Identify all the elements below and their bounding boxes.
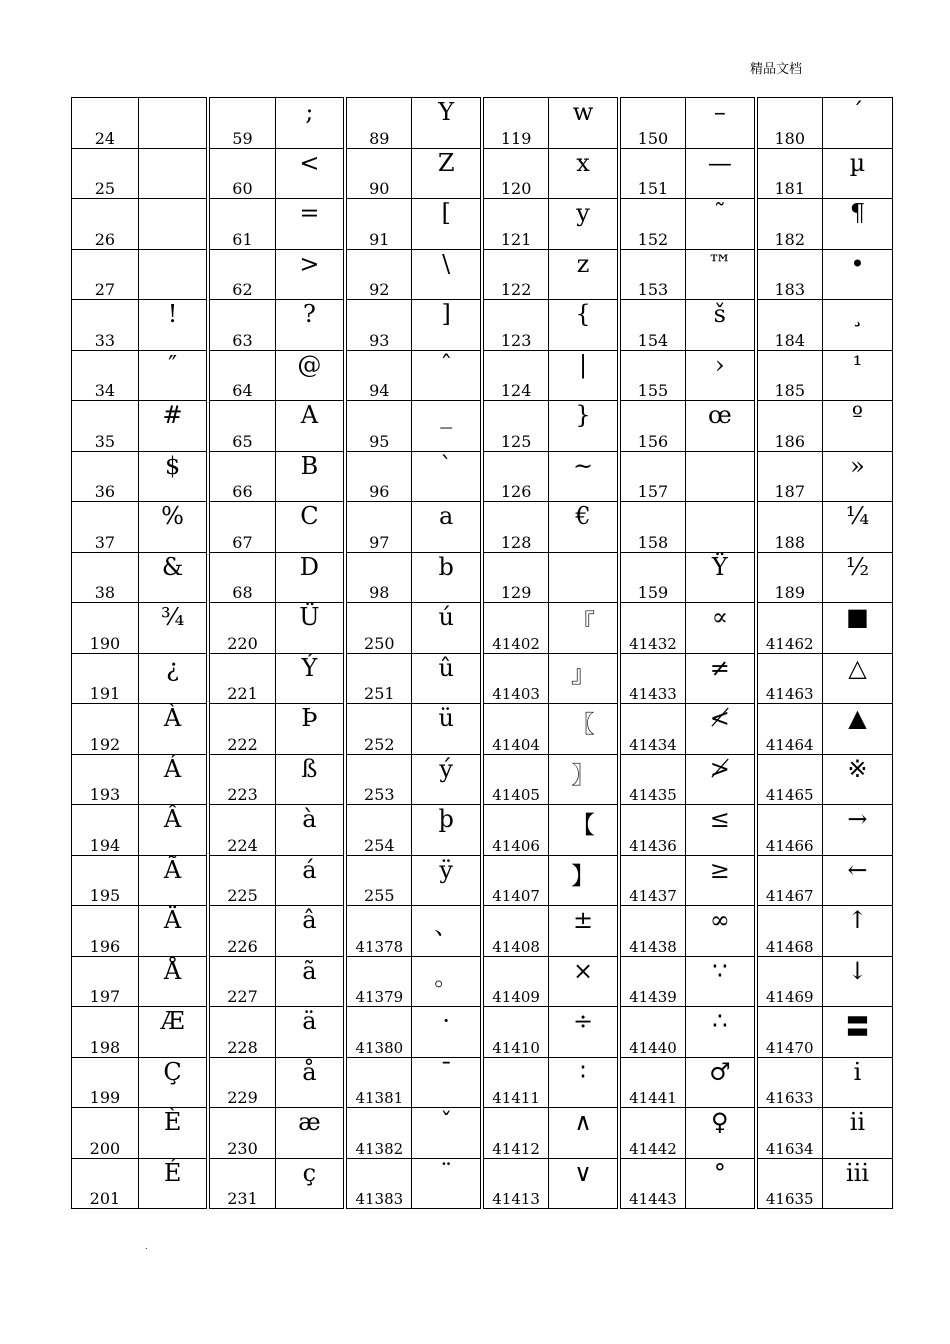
char-glyph-cell: Å [138, 956, 208, 1007]
char-glyph-cell: ∶ [549, 1057, 619, 1108]
char-glyph-cell: ↓ [822, 956, 892, 1007]
char-glyph-cell: ∝ [686, 603, 756, 654]
char-code-cell: 92 [345, 249, 412, 300]
char-code-cell: 228 [208, 1007, 275, 1058]
char-code-cell: 41381 [345, 1057, 412, 1108]
char-glyph-cell: ⅱ [822, 1108, 892, 1159]
char-code-cell: 36 [72, 451, 139, 502]
char-code-cell: 180 [756, 98, 823, 149]
char-code-cell: 123 [482, 300, 549, 351]
table-row [72, 148, 893, 199]
char-glyph-cell: ° [686, 1158, 756, 1209]
char-glyph-cell: > [275, 249, 345, 300]
char-code-cell: 34 [72, 350, 139, 401]
char-code-cell: 41443 [619, 1158, 686, 1209]
char-code-cell: 184 [756, 300, 823, 351]
char-code-cell: 124 [482, 350, 549, 401]
char-glyph-cell: 』 [549, 653, 619, 704]
char-glyph-cell: & [138, 552, 208, 603]
table-row [72, 552, 893, 603]
char-code-cell: 150 [619, 98, 686, 149]
char-glyph-cell: ″ [138, 350, 208, 401]
char-code-cell: 41412 [482, 1108, 549, 1159]
char-code-cell: 64 [208, 350, 275, 401]
char-code-cell: 38 [72, 552, 139, 603]
char-code-cell: 41406 [482, 805, 549, 856]
char-glyph-cell: ∧ [549, 1108, 619, 1159]
table-row [72, 1108, 893, 1159]
char-glyph-cell: → [822, 805, 892, 856]
char-glyph-cell: µ [822, 148, 892, 199]
char-glyph-cell: # [138, 401, 208, 452]
char-glyph-cell: 】 [549, 855, 619, 906]
char-glyph-cell: Â [138, 805, 208, 856]
char-glyph-cell: ˆ [412, 350, 482, 401]
char-glyph-cell: ˇ [412, 1108, 482, 1159]
char-glyph-cell: = [275, 199, 345, 250]
char-glyph-cell [138, 249, 208, 300]
char-code-cell: 41437 [619, 855, 686, 906]
char-glyph-cell: þ [412, 805, 482, 856]
char-code-cell: 181 [756, 148, 823, 199]
char-code-cell: 25 [72, 148, 139, 199]
char-code-cell: 41436 [619, 805, 686, 856]
table-row [72, 199, 893, 250]
char-glyph-cell [138, 148, 208, 199]
char-code-cell: 65 [208, 401, 275, 452]
char-glyph-cell: Ã [138, 855, 208, 906]
char-glyph-cell: á [275, 855, 345, 906]
char-glyph-cell: ∨ [549, 1158, 619, 1209]
char-code-cell: 94 [345, 350, 412, 401]
char-glyph-cell: @ [275, 350, 345, 401]
char-glyph-cell [686, 502, 756, 553]
char-glyph-cell: ™ [686, 249, 756, 300]
char-code-cell: 199 [72, 1057, 139, 1108]
table-row [72, 350, 893, 401]
char-glyph-cell: Æ [138, 1007, 208, 1058]
char-glyph-cell: à [275, 805, 345, 856]
char-code-cell: 93 [345, 300, 412, 351]
char-code-cell: 66 [208, 451, 275, 502]
char-code-cell: 96 [345, 451, 412, 502]
char-code-cell: 41438 [619, 906, 686, 957]
char-glyph-cell: ß [275, 754, 345, 805]
char-code-cell: 255 [345, 855, 412, 906]
char-code-cell: 59 [208, 98, 275, 149]
char-code-cell: 41432 [619, 603, 686, 654]
char-glyph-cell: ú [412, 603, 482, 654]
char-glyph-cell: ■ [822, 603, 892, 654]
char-code-cell: 153 [619, 249, 686, 300]
char-glyph-cell: æ [275, 1108, 345, 1159]
char-code-cell: 41441 [619, 1057, 686, 1108]
char-glyph-cell: B [275, 451, 345, 502]
char-glyph-cell: ¹ [822, 350, 892, 401]
char-code-cell: 121 [482, 199, 549, 250]
char-code-cell: 189 [756, 552, 823, 603]
char-glyph-cell: Ä [138, 906, 208, 957]
char-glyph-cell: ½ [822, 552, 892, 603]
table-row [72, 603, 893, 654]
char-glyph-cell: ∞ [686, 906, 756, 957]
char-code-cell: 223 [208, 754, 275, 805]
char-code-cell: 229 [208, 1057, 275, 1108]
char-code-cell: 119 [482, 98, 549, 149]
char-code-cell: 67 [208, 502, 275, 553]
char-code-cell: 41466 [756, 805, 823, 856]
character-code-table [71, 97, 893, 1209]
table-row [72, 754, 893, 805]
char-code-cell: 151 [619, 148, 686, 199]
table-row [72, 249, 893, 300]
char-glyph-cell: ç [275, 1158, 345, 1209]
char-glyph-cell: º [822, 401, 892, 452]
char-code-cell: 41410 [482, 1007, 549, 1058]
char-code-cell: 227 [208, 956, 275, 1007]
char-code-cell: 128 [482, 502, 549, 553]
char-code-cell: 221 [208, 653, 275, 704]
char-code-cell: 24 [72, 98, 139, 149]
char-glyph-cell: ♀ [686, 1108, 756, 1159]
char-code-cell: 41470 [756, 1007, 823, 1058]
char-glyph-cell: û [412, 653, 482, 704]
char-glyph-cell: { [549, 300, 619, 351]
char-code-cell: 231 [208, 1158, 275, 1209]
table-row [72, 1007, 893, 1058]
char-glyph-cell: ← [822, 855, 892, 906]
char-glyph-cell: ※ [822, 754, 892, 805]
char-glyph-cell: 『 [549, 603, 619, 654]
table-row [72, 502, 893, 553]
char-code-cell: 154 [619, 300, 686, 351]
char-code-cell: 26 [72, 199, 139, 250]
char-glyph-cell: Z [412, 148, 482, 199]
char-glyph-cell: — [686, 148, 756, 199]
char-glyph-cell: ¸ [822, 300, 892, 351]
char-code-cell: 63 [208, 300, 275, 351]
char-glyph-cell: ; [275, 98, 345, 149]
char-glyph-cell: 【 [549, 805, 619, 856]
char-code-cell: 41409 [482, 956, 549, 1007]
table-row [72, 401, 893, 452]
char-code-cell: 41463 [756, 653, 823, 704]
char-glyph-cell: _ [412, 401, 482, 452]
char-code-cell: 41462 [756, 603, 823, 654]
char-code-cell: 183 [756, 249, 823, 300]
char-code-cell: 230 [208, 1108, 275, 1159]
char-code-cell: 41383 [345, 1158, 412, 1209]
char-glyph-cell [138, 98, 208, 149]
char-glyph-cell: 〖 [549, 704, 619, 755]
char-glyph-cell: | [549, 350, 619, 401]
char-glyph-cell: À [138, 704, 208, 755]
char-code-cell: 157 [619, 451, 686, 502]
char-glyph-cell: â [275, 906, 345, 957]
char-glyph-cell: š [686, 300, 756, 351]
char-code-cell: 41465 [756, 754, 823, 805]
table-row [72, 704, 893, 755]
char-glyph-cell: 〓 [822, 1007, 892, 1058]
char-code-cell: 193 [72, 754, 139, 805]
char-glyph-cell: ä [275, 1007, 345, 1058]
char-glyph-cell [549, 552, 619, 603]
char-glyph-cell: ¼ [822, 502, 892, 553]
char-glyph-cell: △ [822, 653, 892, 704]
char-code-cell: 95 [345, 401, 412, 452]
char-glyph-cell: Ç [138, 1057, 208, 1108]
table-row [72, 805, 893, 856]
char-glyph-cell: a [412, 502, 482, 553]
table-row [72, 653, 893, 704]
char-glyph-cell: • [822, 249, 892, 300]
char-code-cell: 41634 [756, 1108, 823, 1159]
char-code-cell: 159 [619, 552, 686, 603]
char-glyph-cell: × [549, 956, 619, 1007]
char-glyph-cell: ] [412, 300, 482, 351]
char-glyph-cell: ´ [822, 98, 892, 149]
char-glyph-cell: ± [549, 906, 619, 957]
char-code-cell: 91 [345, 199, 412, 250]
char-code-cell: 191 [72, 653, 139, 704]
char-code-cell: 41405 [482, 754, 549, 805]
char-glyph-cell: w [549, 98, 619, 149]
char-code-cell: 97 [345, 502, 412, 553]
char-code-cell: 122 [482, 249, 549, 300]
char-glyph-cell: 、 [412, 906, 482, 957]
char-glyph-cell: ∴ [686, 1007, 756, 1058]
char-glyph-cell: É [138, 1158, 208, 1209]
char-glyph-cell: 〗 [549, 754, 619, 805]
char-code-cell: 200 [72, 1108, 139, 1159]
char-code-cell: 41380 [345, 1007, 412, 1058]
char-glyph-cell: ▲ [822, 704, 892, 755]
char-code-cell: 41411 [482, 1057, 549, 1108]
char-code-cell: 197 [72, 956, 139, 1007]
char-code-cell: 41433 [619, 653, 686, 704]
char-code-cell: 41467 [756, 855, 823, 906]
table-row [72, 1057, 893, 1108]
char-code-cell: 41633 [756, 1057, 823, 1108]
char-code-cell: 126 [482, 451, 549, 502]
char-glyph-cell: ¶ [822, 199, 892, 250]
char-code-cell: 41402 [482, 603, 549, 654]
char-code-cell: 187 [756, 451, 823, 502]
char-glyph-cell: ý [412, 754, 482, 805]
char-glyph-cell: Ü [275, 603, 345, 654]
char-code-cell: 41442 [619, 1108, 686, 1159]
char-code-cell: 196 [72, 906, 139, 957]
table-row [72, 956, 893, 1007]
char-code-cell: 41468 [756, 906, 823, 957]
char-code-cell: 62 [208, 249, 275, 300]
char-glyph-cell: ♂ [686, 1057, 756, 1108]
char-glyph-cell: ü [412, 704, 482, 755]
char-glyph-cell: ⅰ [822, 1057, 892, 1108]
char-glyph-cell: å [275, 1057, 345, 1108]
char-code-cell: 190 [72, 603, 139, 654]
char-code-cell: 41379 [345, 956, 412, 1007]
char-glyph-cell: È [138, 1108, 208, 1159]
page-header-label: 精品文档 [750, 62, 803, 77]
char-code-cell: 222 [208, 704, 275, 755]
char-code-cell: 41469 [756, 956, 823, 1007]
char-glyph-cell: < [275, 148, 345, 199]
char-glyph-cell: $ [138, 451, 208, 502]
char-code-cell: 98 [345, 552, 412, 603]
char-glyph-cell: } [549, 401, 619, 452]
char-code-cell: 41413 [482, 1158, 549, 1209]
char-glyph-cell: ¿ [138, 653, 208, 704]
char-glyph-cell: ÷ [549, 1007, 619, 1058]
char-glyph-cell: D [275, 552, 345, 603]
char-code-cell: 152 [619, 199, 686, 250]
char-code-cell: 188 [756, 502, 823, 553]
char-code-cell: 182 [756, 199, 823, 250]
char-glyph-cell: ! [138, 300, 208, 351]
char-glyph-cell: z [549, 249, 619, 300]
char-glyph-cell: C [275, 502, 345, 553]
char-glyph-cell: y [549, 199, 619, 250]
char-glyph-cell: ≠ [686, 653, 756, 704]
char-code-cell: 60 [208, 148, 275, 199]
char-glyph-cell: ¾ [138, 603, 208, 654]
char-glyph-cell: ≮ [686, 704, 756, 755]
table-row [72, 855, 893, 906]
char-glyph-cell: ¨ [412, 1158, 482, 1209]
char-code-cell: 41464 [756, 704, 823, 755]
char-code-cell: 186 [756, 401, 823, 452]
table-row [72, 300, 893, 351]
char-glyph-cell: ≤ [686, 805, 756, 856]
char-code-cell: 41378 [345, 906, 412, 957]
char-code-cell: 253 [345, 754, 412, 805]
char-glyph-cell: Þ [275, 704, 345, 755]
char-glyph-cell: ↑ [822, 906, 892, 957]
char-glyph-cell: Ý [275, 653, 345, 704]
char-code-cell: 195 [72, 855, 139, 906]
char-code-cell: 254 [345, 805, 412, 856]
char-code-cell: 252 [345, 704, 412, 755]
char-code-cell: 41635 [756, 1158, 823, 1209]
char-code-cell: 90 [345, 148, 412, 199]
char-glyph-cell: ≥ [686, 855, 756, 906]
char-glyph-cell: ? [275, 300, 345, 351]
char-glyph-cell [686, 451, 756, 502]
char-glyph-cell: ≯ [686, 754, 756, 805]
char-glyph-cell: » [822, 451, 892, 502]
char-glyph-cell: ∵ [686, 956, 756, 1007]
char-code-cell: 201 [72, 1158, 139, 1209]
char-glyph-cell [138, 199, 208, 250]
char-glyph-cell: œ [686, 401, 756, 452]
char-code-cell: 27 [72, 249, 139, 300]
char-glyph-cell: A [275, 401, 345, 452]
char-code-cell: 41403 [482, 653, 549, 704]
footer-mark: . [145, 1242, 148, 1251]
char-code-cell: 33 [72, 300, 139, 351]
char-code-cell: 225 [208, 855, 275, 906]
char-code-cell: 250 [345, 603, 412, 654]
table-row [72, 98, 893, 149]
char-code-cell: 41408 [482, 906, 549, 957]
table-row [72, 451, 893, 502]
char-code-cell: 194 [72, 805, 139, 856]
char-glyph-cell: [ [412, 199, 482, 250]
char-code-cell: 224 [208, 805, 275, 856]
char-glyph-cell: ~ [549, 451, 619, 502]
char-glyph-cell: Á [138, 754, 208, 805]
char-glyph-cell: x [549, 148, 619, 199]
char-glyph-cell: ÿ [412, 855, 482, 906]
char-code-cell: 41435 [619, 754, 686, 805]
char-code-cell: 41440 [619, 1007, 686, 1058]
char-glyph-cell: % [138, 502, 208, 553]
char-code-cell: 198 [72, 1007, 139, 1058]
char-code-cell: 156 [619, 401, 686, 452]
char-code-cell: 89 [345, 98, 412, 149]
char-code-cell: 68 [208, 552, 275, 603]
char-code-cell: 220 [208, 603, 275, 654]
char-code-cell: 61 [208, 199, 275, 250]
char-code-cell: 155 [619, 350, 686, 401]
table-body [72, 98, 893, 1209]
char-code-cell: 41404 [482, 704, 549, 755]
char-glyph-cell: ˜ [686, 199, 756, 250]
table-row [72, 1158, 893, 1209]
char-glyph-cell: Ÿ [686, 552, 756, 603]
char-glyph-cell: b [412, 552, 482, 603]
table-row [72, 906, 893, 957]
char-code-cell: 41434 [619, 704, 686, 755]
char-code-cell: 41382 [345, 1108, 412, 1159]
char-glyph-cell: € [549, 502, 619, 553]
char-code-cell: 129 [482, 552, 549, 603]
char-glyph-cell: › [686, 350, 756, 401]
char-code-cell: 158 [619, 502, 686, 553]
char-glyph-cell: ⅲ [822, 1158, 892, 1209]
char-code-cell: 226 [208, 906, 275, 957]
char-code-cell: 41439 [619, 956, 686, 1007]
char-code-cell: 120 [482, 148, 549, 199]
char-glyph-cell: – [686, 98, 756, 149]
char-glyph-cell: ã [275, 956, 345, 1007]
char-code-cell: 35 [72, 401, 139, 452]
char-code-cell: 251 [345, 653, 412, 704]
char-code-cell: 37 [72, 502, 139, 553]
char-glyph-cell: \ [412, 249, 482, 300]
char-glyph-cell: ˉ [412, 1057, 482, 1108]
char-glyph-cell: ` [412, 451, 482, 502]
char-code-cell: 185 [756, 350, 823, 401]
char-glyph-cell: Y [412, 98, 482, 149]
char-code-cell: 125 [482, 401, 549, 452]
char-glyph-cell: · [412, 1007, 482, 1058]
char-code-cell: 41407 [482, 855, 549, 906]
char-code-cell: 192 [72, 704, 139, 755]
char-glyph-cell: 。 [412, 956, 482, 1007]
